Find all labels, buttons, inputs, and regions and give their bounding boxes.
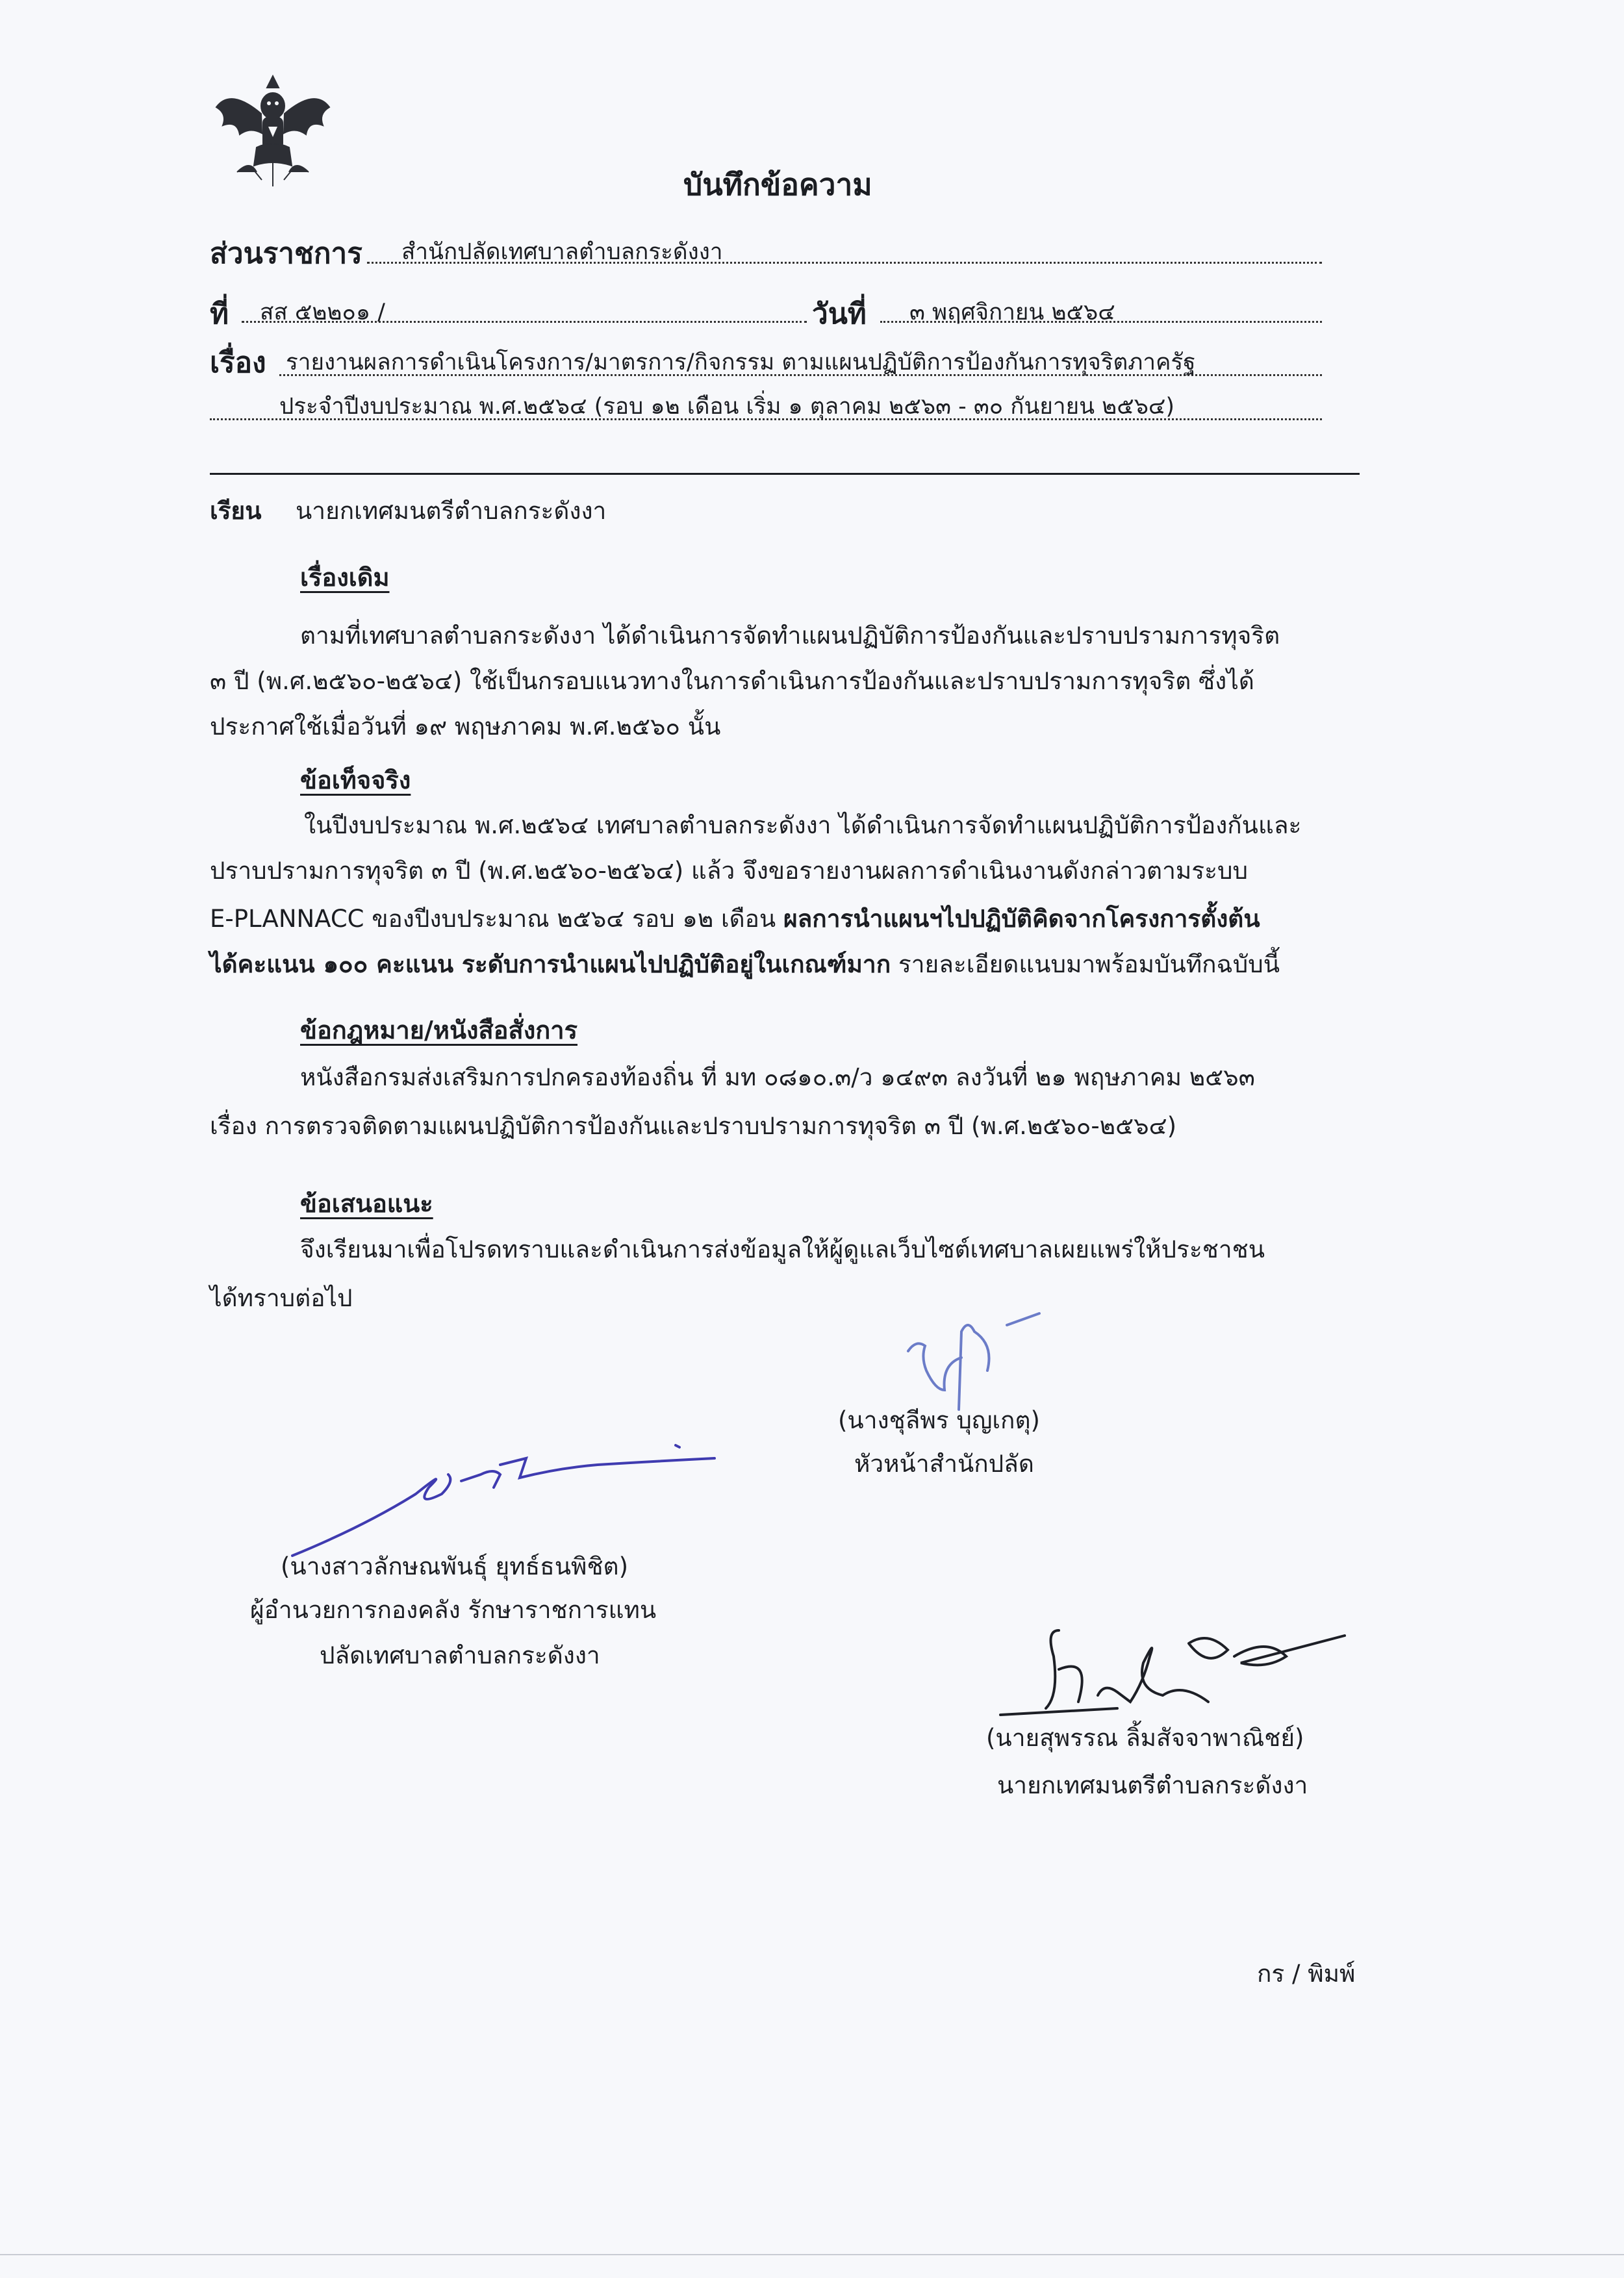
law-line-2: เรื่อง การตรวจติดตามแผนปฏิบัติการป้องกันและปราบปรามการทุจริต ๓ ปี (พ.ศ.๒๕๖๐-๒๕๖๔)	[210, 1112, 1177, 1140]
ref-label: ที่	[210, 297, 229, 331]
date-value: ๓ พฤศจิกายน ๒๕๖๔	[909, 299, 1115, 325]
background-line-2: ๓ ปี (พ.ศ.๒๕๖๐-๒๕๖๔) ใช้เป็นกรอบแนวทางในการดำเนินการป้องกันและปราบปรามการทุจริต ซึ่งได้	[210, 667, 1254, 695]
facts-line-4-emphasis: ได้คะแนน ๑๐๐ คะแนน ระดับการนำแผนไปปฏิบัติอยู่ในเกณฑ์มาก	[210, 950, 891, 978]
date-label: วันที่	[812, 297, 867, 331]
garuda-emblem-icon	[211, 75, 335, 188]
facts-line-3	[210, 907, 1260, 931]
subject-label: เรื่อง	[210, 346, 266, 379]
memo-title: บันทึกข้อความ	[683, 167, 872, 202]
facts-line-3-emphasis: ผลการนำแผนฯไปปฏิบัติคิดจากโครงการตั้งต้น	[783, 905, 1260, 933]
subject-line-2: ประจำปีงบประมาณ พ.ศ.๒๕๖๔ (รอบ ๑๒ เดือน เริ่ม ๑ ตุลาคม ๒๕๖๓ - ๓๐ กันยายน ๒๕๖๔)	[279, 394, 1175, 420]
mayor-name: (นายสุพรรณ ลิ้มสัจจาพาณิชย์)	[986, 1724, 1304, 1752]
recommendation-line-1: จึงเรียนมาเพื่อโปรดทราบและดำเนินการส่งข้อมูลให้ผู้ดูแลเว็บไซต์เทศบาลเผยแพร่ให้ประชาชน	[300, 1235, 1265, 1263]
subject-line-1: รายงานผลการดำเนินโครงการ/มาตรการ/กิจกรรม ตามแผนปฏิบัติการป้องกันการทุจริตภาครัฐ	[286, 349, 1196, 375]
header-separator	[210, 473, 1360, 475]
department-label: ส่วนราชการ	[210, 237, 362, 270]
recommendation-line-2: ได้ทราบต่อไป	[210, 1284, 353, 1312]
facts-line-1: ในปีงบประมาณ พ.ศ.๒๕๖๔ เทศบาลตำบลกระดังงา ได้ดำเนินการจัดทำแผนปฏิบัติการป้องกันและ	[304, 811, 1302, 839]
facts-heading: ข้อเท็จจริง	[300, 766, 411, 794]
typist-note: กร / พิมพ์	[1257, 1960, 1356, 1988]
facts-line-2: ปราบปรามการทุจริต ๓ ปี (พ.ศ.๒๕๖๐-๒๕๖๔) แล้ว จึงขอรายงานผลการดำเนินงานดังกล่าวตามระบบ	[210, 857, 1248, 885]
addressee-value: นายกเทศมนตรีตำบลกระดังงา	[296, 497, 607, 525]
signature-finance-director	[286, 1397, 728, 1565]
ref-value: สส ๕๒๒๐๑ /	[260, 299, 385, 325]
page-edge	[0, 2254, 1624, 2255]
mayor-position: นายกเทศมนตรีตำบลกระดังงา	[997, 1771, 1308, 1799]
finance-director-position-2: ปลัดเทศบาลตำบลกระดังงา	[320, 1641, 600, 1669]
department-value: สำนักปลัดเทศบาลตำบลกระดังงา	[401, 239, 723, 265]
signature-mayor	[994, 1617, 1358, 1721]
law-heading: ข้อกฎหมาย/หนังสือสั่งการ	[300, 1016, 577, 1044]
facts-line-4	[210, 952, 1280, 976]
head-of-office-name: (นางชุลีพร บุญเกตุ)	[838, 1406, 1040, 1434]
finance-director-position-1: ผู้อำนวยการกองคลัง รักษาราชการแทน	[250, 1596, 657, 1624]
facts-line-4-text: รายละเอียดแนบมาพร้อมบันทึกฉบับนี้	[891, 950, 1280, 978]
background-heading: เรื่องเดิม	[300, 563, 390, 592]
finance-director-name: (นางสาวลักษณพันธุ์ ยุทธ์ธนพิชิต)	[281, 1552, 629, 1580]
recommendation-heading: ข้อเสนอแนะ	[300, 1189, 433, 1218]
head-of-office-position: หัวหน้าสำนักปลัด	[854, 1450, 1034, 1478]
background-line-3: ประกาศใช้เมื่อวันที่ ๑๙ พฤษภาคม พ.ศ.๒๕๖๐ นั้น	[210, 713, 721, 740]
background-line-1: ตามที่เทศบาลตำบลกระดังงา ได้ดำเนินการจัดทำแผนปฏิบัติการป้องกันและปราบปรามการทุจริต	[300, 622, 1280, 650]
facts-line-3-text: E-PLANNACC ของปีงบประมาณ ๒๕๖๔ รอบ ๑๒ เดือน	[210, 905, 783, 933]
law-line-1: หนังสือกรมส่งเสริมการปกครองท้องถิ่น ที่ มท ๐๘๑๐.๓/ว ๑๔๙๓ ลงวันที่ ๒๑ พฤษภาคม ๒๕๖๓	[300, 1063, 1255, 1091]
addressee-label: เรียน	[210, 497, 262, 525]
